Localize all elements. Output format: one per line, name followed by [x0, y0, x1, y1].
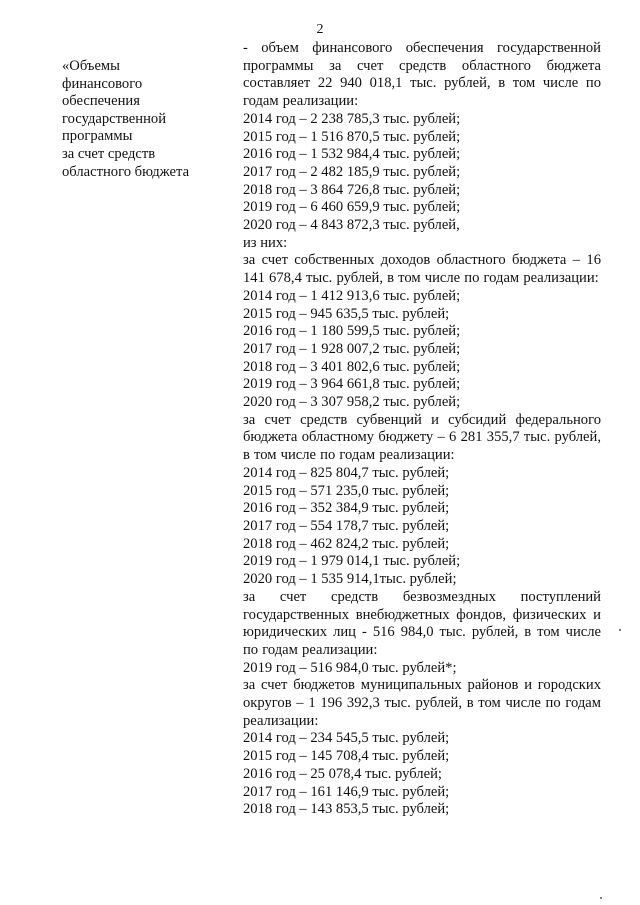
year-line: 2015 год – 571 235,0 тыс. рублей;	[243, 482, 450, 499]
intro-block	[243, 40, 601, 252]
year-line: 2017 год – 161 146,9 тыс. рублей;	[243, 783, 450, 800]
year-line: 2016 год – 1 180 599,5 тыс. рублей;	[243, 323, 461, 340]
year-line: 2020 год – 4 843 872,3 тыс. рублей,	[243, 217, 460, 234]
year-line: 2014 год – 2 238 785,3 тыс. рублей;	[243, 110, 461, 127]
section-label-line: обеспечения	[62, 93, 140, 110]
year-line: 2020 год – 1 535 914,1тыс. рублей;	[243, 571, 457, 588]
year-line: 2015 год – 1 516 870,5 тыс. рублей;	[243, 128, 461, 145]
year-line: 2018 год – 143 853,5 тыс. рублей;	[243, 801, 450, 818]
section-label-line: программы	[62, 128, 133, 145]
year-line: 2019 год – 1 979 014,1 тыс. рублей;	[243, 553, 461, 570]
non-repayable-block	[243, 589, 601, 678]
year-line: 2014 год – 234 545,5 тыс. рублей;	[243, 730, 450, 747]
section-label-line: государственной	[62, 110, 167, 127]
scan-speck	[600, 897, 602, 899]
funding-details	[243, 40, 601, 819]
year-line: 2015 год – 945 635,5 тыс. рублей;	[243, 305, 450, 322]
municipal-paragraph: за счет бюджетов муниципальных районов и городских округов – 1 196 392,3 тыс. рублей, в том числе по годам реализации:	[243, 677, 601, 729]
non-repayable-paragraph: за счет средств безвозмездных поступлений государственных внебюджетных фондов, физических и юридических лиц - 516 984,0 тыс. рублей, в том числе по годам реализации:	[243, 588, 601, 658]
federal-block	[243, 412, 601, 589]
year-line: 2019 год – 6 460 659,9 тыс. рублей;	[243, 199, 461, 216]
year-line: 2017 год – 1 928 007,2 тыс. рублей;	[243, 340, 461, 357]
year-line: 2019 год – 516 984,0 тыс. рублей*;	[243, 659, 457, 676]
year-line: 2016 год – 352 384,9 тыс. рублей;	[243, 500, 450, 517]
section-label-line: финансового	[62, 75, 143, 92]
section-label	[62, 58, 212, 181]
year-line: 2018 год – 462 824,2 тыс. рублей;	[243, 535, 450, 552]
own-income-paragraph: за счет собственных доходов областного бюджета – 16 141 678,4 тыс. рублей, в том числе по годам реализации:	[243, 252, 601, 287]
year-line: 2016 год – 1 532 984,4 тыс. рублей;	[243, 146, 461, 163]
page-number: 2	[316, 22, 324, 37]
scan-speck	[619, 629, 621, 631]
municipal-block	[243, 677, 601, 819]
year-line: 2014 год – 825 804,7 тыс. рублей;	[243, 464, 450, 481]
section-label-line: областного бюджета	[62, 163, 190, 180]
year-line: 2018 год – 3 864 726,8 тыс. рублей;	[243, 181, 461, 198]
federal-paragraph: за счет средств субвенций и субсидий федерального бюджета областному бюджету – 6 281 355,7 тыс. рублей, в том числе по годам реализации:	[243, 411, 601, 464]
section-label-line: за счет средств	[62, 145, 156, 162]
year-line: 2020 год – 3 307 958,2 тыс. рублей;	[243, 394, 461, 411]
year-line: 2017 год – 2 482 185,9 тыс. рублей;	[243, 163, 461, 180]
year-line: 2017 год – 554 178,7 тыс. рублей;	[243, 517, 450, 534]
year-line: 2014 год – 1 412 913,6 тыс. рублей;	[243, 287, 461, 304]
year-line: 2016 год – 25 078,4 тыс. рублей;	[243, 765, 442, 782]
own-income-block	[243, 252, 601, 411]
year-line: 2015 год – 145 708,4 тыс. рублей;	[243, 748, 450, 765]
year-line: 2019 год – 3 964 661,8 тыс. рублей;	[243, 376, 461, 393]
year-line: 2018 год – 3 401 802,6 тыс. рублей;	[243, 358, 461, 375]
section-label-line: «Объемы	[62, 58, 120, 74]
intro-paragraph: - объем финансового обеспечения государственной программы за счет средств областного бюджета составляет 22 940 018,1 тыс. рублей, в том числе по годам реализации:	[243, 40, 601, 110]
intro-tail: из них:	[243, 234, 288, 251]
